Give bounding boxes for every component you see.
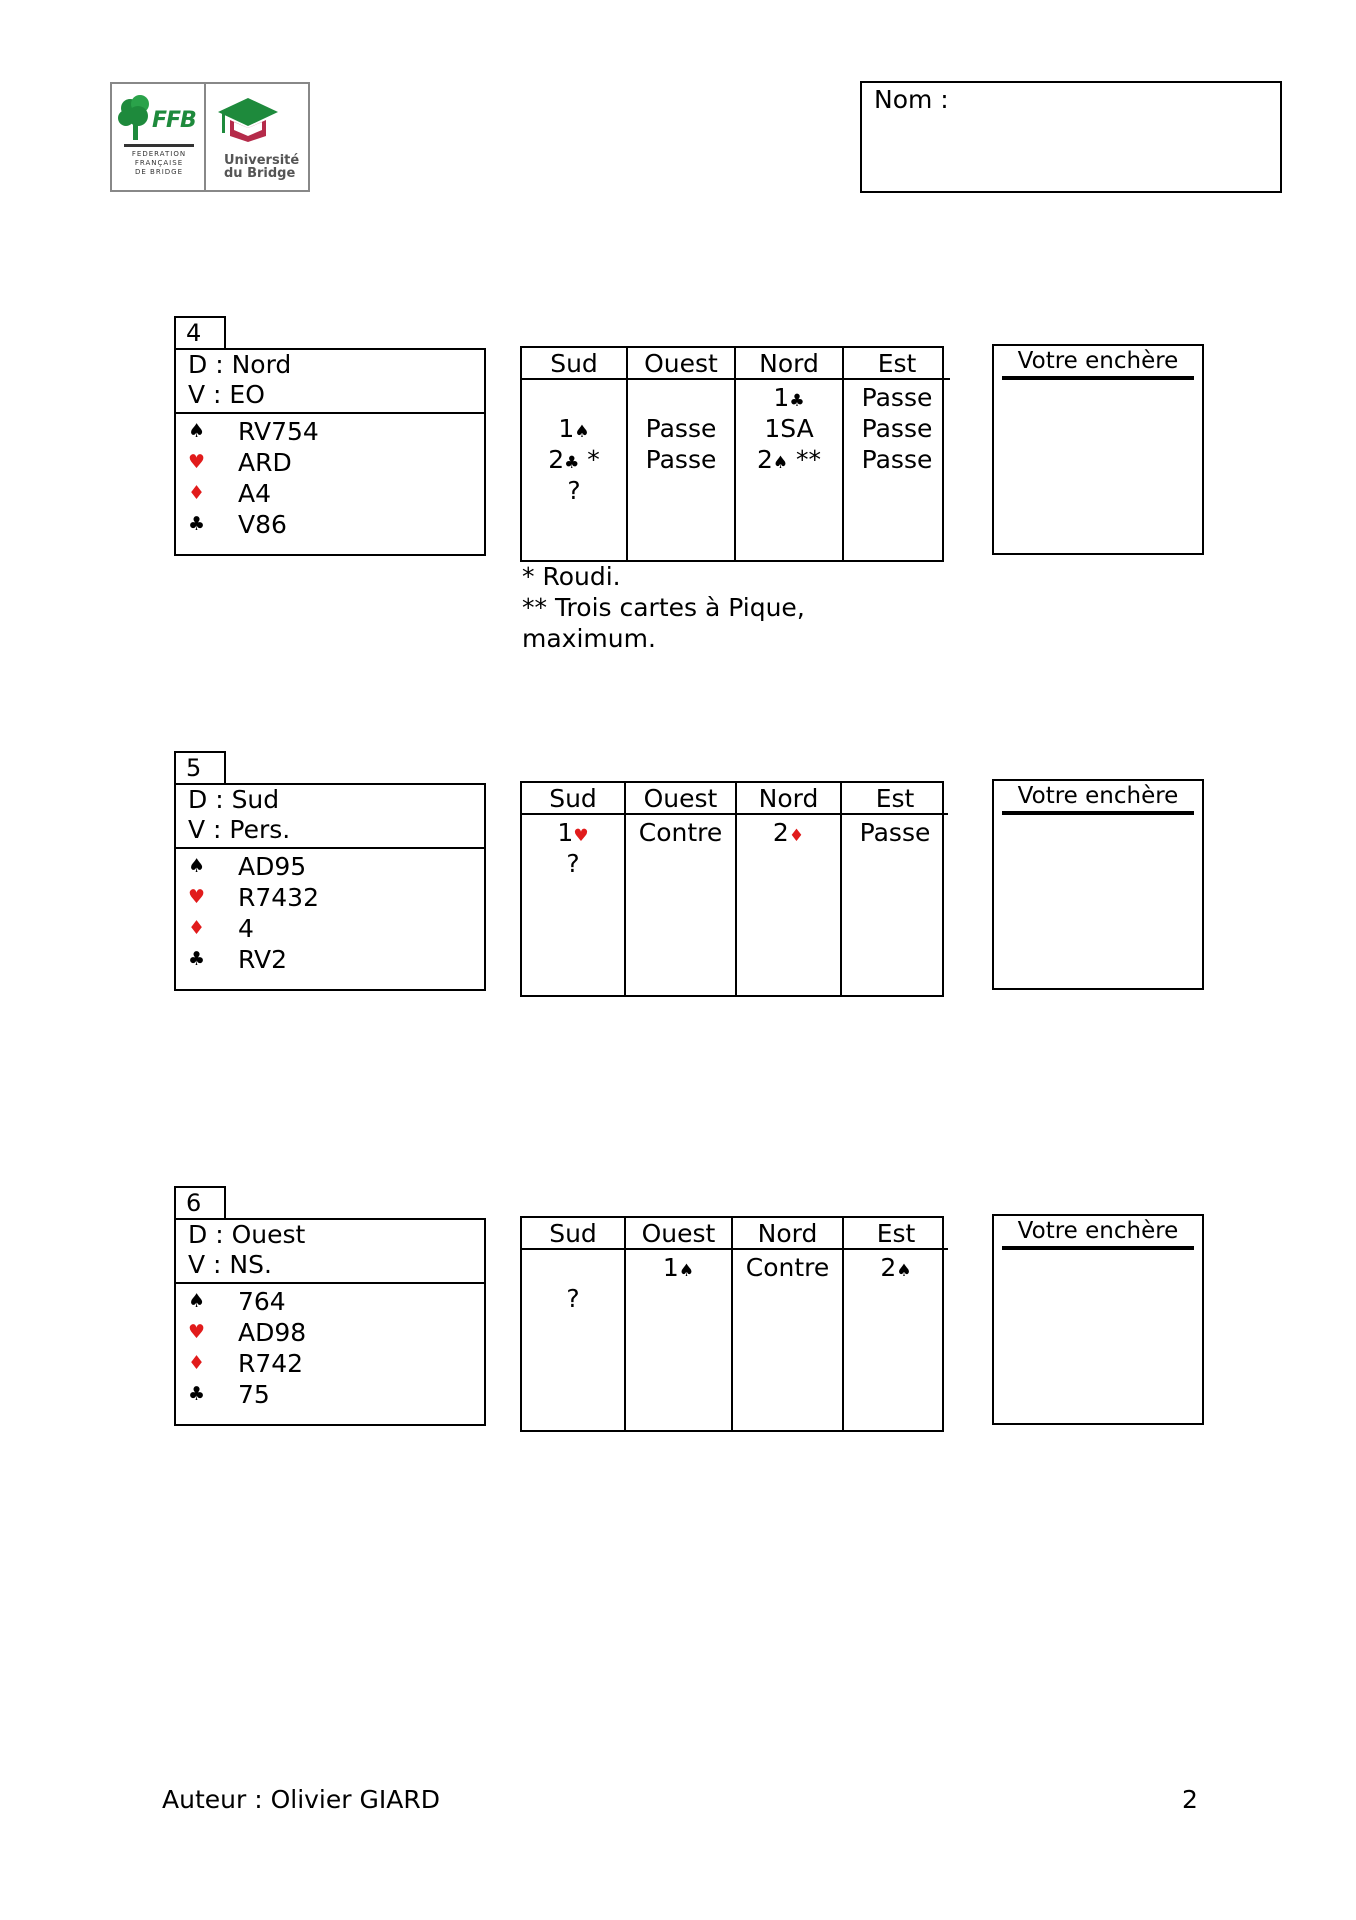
answer-box[interactable] [992, 344, 1204, 555]
deal-number: 6 [174, 1186, 226, 1220]
author-credit: Auteur : Olivier GIARD [162, 1785, 440, 1814]
bid-cell: 1♥ [557, 818, 589, 847]
column-ouest: Ouest [628, 348, 736, 378]
hand-box [174, 348, 486, 556]
spades-holding: AD95 [238, 852, 307, 881]
bid-cell: Passe [861, 414, 933, 443]
column-nord: Nord [737, 783, 842, 813]
bidding-header [522, 348, 950, 380]
club-icon: ♣ [188, 513, 206, 535]
suit-row-diamonds [176, 913, 484, 944]
club-icon: ♣ [188, 1383, 206, 1405]
hand-box [174, 783, 486, 991]
bids-est [844, 380, 950, 560]
bidding-table [520, 781, 944, 997]
suit-icon: ♠ [896, 1261, 912, 1281]
suit-row-hearts [176, 447, 484, 478]
bids-sud [522, 815, 626, 995]
note-line: maximum. [522, 624, 656, 653]
column-sud: Sud [522, 348, 628, 378]
bids-sud [522, 1250, 626, 1430]
vulnerability-label: V : Pers. [188, 815, 291, 844]
dealer-label: D : Ouest [188, 1220, 306, 1249]
clubs-holding: V86 [238, 510, 287, 539]
suit-icon: ♠ [772, 453, 789, 473]
bidding-body [522, 1250, 948, 1430]
ffb-logo-text: FFB [152, 108, 196, 133]
bidding-table [520, 1216, 944, 1432]
hand-suits [176, 414, 484, 540]
bidding-table [520, 346, 944, 562]
answer-box[interactable] [992, 1214, 1204, 1425]
heart-icon: ♥ [188, 451, 206, 473]
bids-est [842, 815, 948, 995]
column-ouest: Ouest [626, 1218, 733, 1248]
hand-suits [176, 849, 484, 975]
suit-icon: ♣ [789, 391, 805, 411]
column-est: Est [876, 1219, 916, 1248]
logo-divider [124, 144, 194, 147]
bid-cell: ? [567, 476, 581, 505]
suit-row-clubs [176, 1379, 484, 1410]
bidding-notes [522, 561, 805, 654]
name-field[interactable] [860, 81, 1282, 193]
page-number: 2 [1182, 1785, 1198, 1814]
diamond-icon: ♦ [188, 1352, 206, 1374]
suit-icon: ♠ [574, 422, 590, 442]
bid-cell: Passe [645, 414, 717, 443]
bids-ouest [628, 380, 736, 560]
suit-row-clubs [176, 509, 484, 540]
bidding-header [522, 1218, 948, 1250]
dealer-label: D : Nord [188, 350, 292, 379]
hand-header [176, 350, 484, 414]
bid-cell: 1♠ [662, 1253, 695, 1282]
bids-sud [522, 380, 628, 560]
vulnerability-label: V : EO [188, 380, 265, 409]
bidding-body [522, 380, 950, 560]
ffb-logo-mark [112, 84, 206, 190]
bids-nord [736, 380, 844, 560]
answer-label: Votre enchère [1002, 1216, 1194, 1250]
clubs-holding: 75 [238, 1380, 270, 1409]
bid-cell: ? [566, 849, 580, 878]
suit-row-clubs [176, 944, 484, 975]
column-nord: Nord [736, 348, 844, 378]
diamonds-holding: 4 [238, 914, 254, 943]
bid-cell: Passe [859, 818, 931, 847]
bid-cell: Passe [861, 445, 933, 474]
bid-cell: 2♣ * [548, 445, 600, 474]
hand-box [174, 1218, 486, 1426]
column-nord: Nord [733, 1218, 844, 1248]
vulnerability-label: V : NS. [188, 1250, 272, 1279]
suit-row-diamonds [176, 478, 484, 509]
hearts-holding: AD98 [238, 1318, 307, 1347]
spade-icon: ♠ [188, 1290, 206, 1312]
spades-holding: 764 [238, 1287, 286, 1316]
suit-row-hearts [176, 1317, 484, 1348]
ffb-logo-subtitle: FEDERATION FRANÇAISE DE BRIDGE [131, 150, 187, 176]
spade-icon: ♠ [188, 855, 206, 877]
universite-text: Université du Bridge [224, 153, 300, 181]
bid-cell: ? [566, 1284, 580, 1313]
bid-cell [522, 1252, 624, 1283]
note-line: ** Trois cartes à Pique, [522, 593, 805, 622]
suit-icon: ♦ [788, 826, 805, 846]
bid-alert: * [579, 445, 600, 474]
heart-icon: ♥ [188, 1321, 206, 1343]
note-line: * Roudi. [522, 562, 621, 591]
name-label: Nom : [874, 85, 949, 114]
diamonds-holding: R742 [238, 1349, 304, 1378]
hearts-holding: ARD [238, 448, 292, 477]
suit-icon: ♥ [573, 826, 589, 846]
column-sud: Sud [522, 1218, 626, 1248]
bids-est [844, 1250, 948, 1430]
bids-nord [733, 1250, 844, 1430]
clubs-holding: RV2 [238, 945, 288, 974]
hand-header [176, 1220, 484, 1284]
bid-cell: Passe [645, 445, 717, 474]
spade-icon: ♠ [188, 420, 206, 442]
ffb-logo [110, 82, 310, 192]
bid-cell: 2♠ ** [756, 445, 822, 474]
bid-cell [628, 382, 734, 413]
bids-ouest [626, 1250, 733, 1430]
suit-row-hearts [176, 882, 484, 913]
bidding-header [522, 783, 948, 815]
deal-number: 5 [174, 751, 226, 785]
suit-row-spades [176, 416, 484, 447]
diamond-icon: ♦ [188, 917, 206, 939]
suit-row-spades [176, 851, 484, 882]
bid-cell: 2♠ [880, 1253, 912, 1282]
bid-cell: 2♦ [772, 818, 805, 847]
answer-label: Votre enchère [1002, 781, 1194, 815]
universite-logo [206, 84, 308, 190]
suit-row-spades [176, 1286, 484, 1317]
hand-header [176, 785, 484, 849]
diamond-icon: ♦ [188, 482, 206, 504]
hand-suits [176, 1284, 484, 1410]
bid-cell: Contre [745, 1253, 830, 1282]
bid-cell: Contre [638, 818, 723, 847]
suit-row-diamonds [176, 1348, 484, 1379]
deal-number: 4 [174, 316, 226, 350]
suit-icon: ♣ [564, 453, 580, 473]
column-est: Est [877, 349, 917, 378]
dealer-label: D : Sud [188, 785, 280, 814]
answer-label: Votre enchère [1002, 346, 1194, 380]
club-icon: ♣ [188, 948, 206, 970]
column-est: Est [875, 784, 915, 813]
bid-cell: 1SA [764, 414, 814, 443]
bid-cell [522, 382, 626, 413]
bids-nord [737, 815, 842, 995]
bids-ouest [626, 815, 737, 995]
diamonds-holding: A4 [238, 479, 272, 508]
answer-box[interactable] [992, 779, 1204, 990]
bidding-body [522, 815, 948, 995]
column-ouest: Ouest [626, 783, 737, 813]
spades-holding: RV754 [238, 417, 319, 446]
heart-icon: ♥ [188, 886, 206, 908]
column-sud: Sud [522, 783, 626, 813]
suit-icon: ♠ [678, 1261, 695, 1281]
bid-cell: 1♠ [558, 414, 590, 443]
bid-cell: Passe [861, 383, 933, 412]
bid-cell: 1♣ [773, 383, 805, 412]
graduation-cap-icon [216, 96, 280, 146]
hearts-holding: R7432 [238, 883, 319, 912]
bid-alert: ** [788, 445, 822, 474]
